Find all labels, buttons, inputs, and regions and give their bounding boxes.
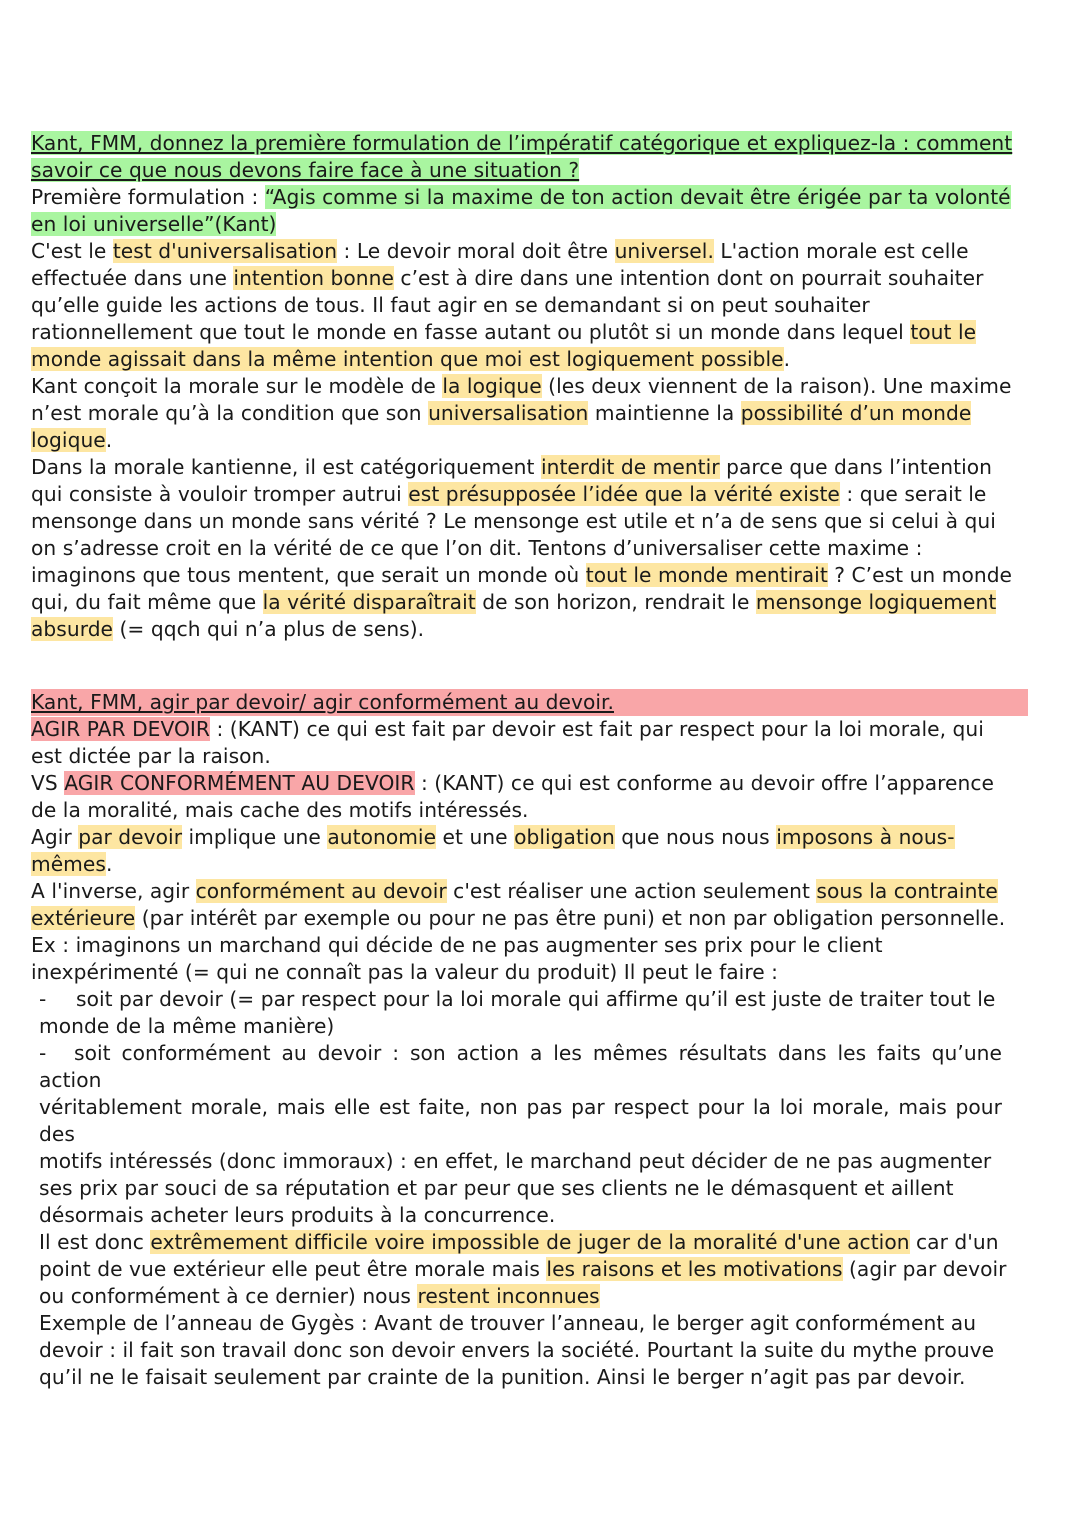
text: Il est donc bbox=[39, 1230, 151, 1254]
section-agir-par-devoir bbox=[31, 689, 1031, 1391]
highlight: universalisation bbox=[428, 401, 589, 425]
text: qu’elle guide les actions de tous. Il faut agir en se demandant si on peut souhaiter bbox=[31, 293, 870, 317]
text: : (KANT) ce qui est fait par devoir est fait par respect pour la loi morale, qui bbox=[210, 717, 984, 741]
paragraph-mensonge bbox=[31, 454, 1031, 643]
formulation-quote: en loi universelle”(Kant) bbox=[31, 212, 277, 236]
text: devoir : il fait son travail donc son devoir envers la société. Pourtant la suite du mythe prouve bbox=[39, 1338, 995, 1362]
list-item bbox=[31, 1040, 1002, 1229]
text: et une bbox=[436, 825, 515, 849]
highlight: absurde bbox=[31, 617, 114, 641]
text: que nous nous bbox=[614, 825, 777, 849]
text: maintienne la bbox=[588, 401, 741, 425]
highlight: autonomie bbox=[327, 825, 437, 849]
paragraph-universalisation bbox=[31, 238, 1031, 373]
text: qu’il ne le faisait seulement par crainte de la punition. Ainsi le berger n’agit pas par devoir. bbox=[39, 1365, 966, 1389]
text: on s’adresse croit en la vérité de ce que l’on dit. Tentons d’universaliser cette maxime : bbox=[31, 536, 923, 560]
bullet-dash: - bbox=[39, 1041, 47, 1065]
text: inexpérimenté (= qui ne connaît pas la valeur du produit) Il peut le faire : bbox=[31, 960, 779, 984]
text: Agir bbox=[31, 825, 79, 849]
text: soit conformément au devoir : son action a les mêmes résultats dans les faits qu’une action bbox=[39, 1041, 1002, 1092]
text: ses prix par souci de sa réputation et par peur que ses clients ne le démasquent et aillent bbox=[39, 1176, 954, 1200]
highlight: les raisons et les motivations bbox=[546, 1257, 843, 1281]
question-heading-1 bbox=[31, 130, 1031, 238]
text: . bbox=[783, 347, 791, 371]
highlight: mensonge logiquement bbox=[755, 590, 997, 614]
text: mensonge dans un monde sans vérité ? Le mensonge est utile et n’a de sens que si celui à qui bbox=[31, 509, 996, 533]
highlight: la vérité disparaîtrait bbox=[262, 590, 476, 614]
text: L'action morale est celle bbox=[713, 239, 969, 263]
question-line: Kant, FMM, agir par devoir/ agir conformément au devoir. bbox=[31, 690, 614, 714]
highlight: mêmes bbox=[31, 852, 106, 876]
text: point de vue extérieur elle peut être morale mais bbox=[39, 1257, 547, 1281]
text: qui consiste à vouloir tromper autrui bbox=[31, 482, 409, 506]
text: de la moralité, mais cache des motifs intéressés. bbox=[31, 798, 529, 822]
text: est dictée par la raison. bbox=[31, 744, 271, 768]
text: c'est réaliser une action seulement bbox=[446, 879, 817, 903]
text: soit par devoir (= par respect pour la loi morale qui affirme qu’il est juste de traiter tout le bbox=[76, 987, 996, 1011]
text: (par intérêt par exemple ou pour ne pas être puni) et non par obligation personnelle. bbox=[135, 906, 1006, 930]
highlight: extérieure bbox=[31, 906, 136, 930]
highlight: logique bbox=[31, 428, 106, 452]
text: (les deux viennent de la raison). Une maxime bbox=[541, 374, 1012, 398]
text: véritablement morale, mais elle est faite, non pas par respect pour la loi morale, mais pour des bbox=[39, 1095, 1002, 1146]
text: A l'inverse, agir bbox=[31, 879, 196, 903]
highlight: possibilité d’un monde bbox=[740, 401, 972, 425]
text: imaginons que tous mentent, que serait un monde où bbox=[31, 563, 586, 587]
text: implique une bbox=[182, 825, 328, 849]
highlight: imposons à nous- bbox=[776, 825, 955, 849]
highlight: sous la contrainte bbox=[816, 879, 998, 903]
question-heading-2 bbox=[31, 689, 1031, 716]
question-line: savoir ce que nous devons faire face à une situation ? bbox=[31, 158, 580, 182]
text: motifs intéressés (donc immoraux) : en effet, le marchand peut décider de ne pas augmenter bbox=[39, 1149, 992, 1173]
highlight: extrêmement difficile voire impossible de juger de la moralité d'une action bbox=[150, 1230, 910, 1254]
text: ? C’est un monde bbox=[827, 563, 1013, 587]
paragraph-contrainte bbox=[31, 878, 1031, 986]
highlight: obligation bbox=[514, 825, 615, 849]
term-highlight: AGIR CONFORMÉMENT AU DEVOIR bbox=[64, 771, 415, 795]
text: de son horizon, rendrait le bbox=[475, 590, 756, 614]
highlight: interdit de mentir bbox=[540, 455, 720, 479]
paragraph-logique bbox=[31, 373, 1031, 454]
highlight: universel. bbox=[614, 239, 714, 263]
formulation-quote: “Agis comme si la maxime de ton action devait être érigée par ta volonté bbox=[264, 185, 1011, 209]
text: : (KANT) ce qui est conforme au devoir offre l’apparence bbox=[414, 771, 994, 795]
highlight: conformément au devoir bbox=[195, 879, 447, 903]
highlight: est présupposée l’idée que la vérité existe bbox=[408, 482, 840, 506]
text: rationnellement que tout le monde en fasse autant ou plutôt si un monde dans lequel bbox=[31, 320, 911, 344]
text: c’est à dire dans une intention dont on pourrait souhaiter bbox=[393, 266, 984, 290]
text: car d'un bbox=[909, 1230, 999, 1254]
text: C'est le bbox=[31, 239, 113, 263]
text: (agir par devoir bbox=[842, 1257, 1007, 1281]
highlight: restent inconnues bbox=[417, 1284, 600, 1308]
text: effectuée dans une bbox=[31, 266, 234, 290]
text: Ex : imaginons un marchand qui décide de ne pas augmenter ses prix pour le client bbox=[31, 933, 883, 957]
term-highlight: AGIR PAR DEVOIR bbox=[31, 717, 211, 741]
definition-par-devoir bbox=[31, 716, 1031, 770]
text: Exemple de l’anneau de Gygès : Avant de trouver l’anneau, le berger agit conformément au bbox=[39, 1311, 977, 1335]
text: qui, du fait même que bbox=[31, 590, 263, 614]
text: : que serait le bbox=[839, 482, 987, 506]
highlight: tout le bbox=[910, 320, 977, 344]
text: : Le devoir moral doit être bbox=[337, 239, 615, 263]
text: VS bbox=[31, 771, 65, 795]
text: (= qqch qui n’a plus de sens). bbox=[113, 617, 425, 641]
text: Kant conçoit la morale sur le modèle de bbox=[31, 374, 443, 398]
paragraph-gyges bbox=[31, 1310, 1031, 1391]
text: . bbox=[105, 428, 113, 452]
text: désormais acheter leurs produits à la concurrence. bbox=[39, 1203, 556, 1227]
question-line: Kant, FMM, donnez la première formulation de l’impératif catégorique et expliquez-la : comment bbox=[31, 131, 1013, 155]
highlight: test d'universalisation bbox=[112, 239, 338, 263]
formulation-label: Première formulation : bbox=[31, 185, 265, 209]
highlight: tout le monde mentirait bbox=[585, 563, 828, 587]
highlight: monde agissait dans la même intention que moi est logiquement possible bbox=[31, 347, 784, 371]
highlight: intention bonne bbox=[233, 266, 394, 290]
list-item bbox=[31, 986, 1031, 1040]
paragraph-moralite bbox=[31, 1229, 1031, 1310]
highlight: par devoir bbox=[78, 825, 183, 849]
bullet-dash: - bbox=[39, 987, 47, 1011]
paragraph-autonomie bbox=[31, 824, 1031, 878]
text: Dans la morale kantienne, il est catégoriquement bbox=[31, 455, 541, 479]
text: parce que dans l’intention bbox=[719, 455, 992, 479]
highlight: la logique bbox=[442, 374, 542, 398]
text: n’est morale qu’à la condition que son bbox=[31, 401, 429, 425]
text: ou conformément à ce dernier) nous bbox=[39, 1284, 418, 1308]
section-imperatif-categorique bbox=[31, 130, 1031, 643]
text: monde de la même manière) bbox=[39, 1014, 335, 1038]
definition-conformement bbox=[31, 770, 1031, 824]
text: . bbox=[105, 852, 113, 876]
